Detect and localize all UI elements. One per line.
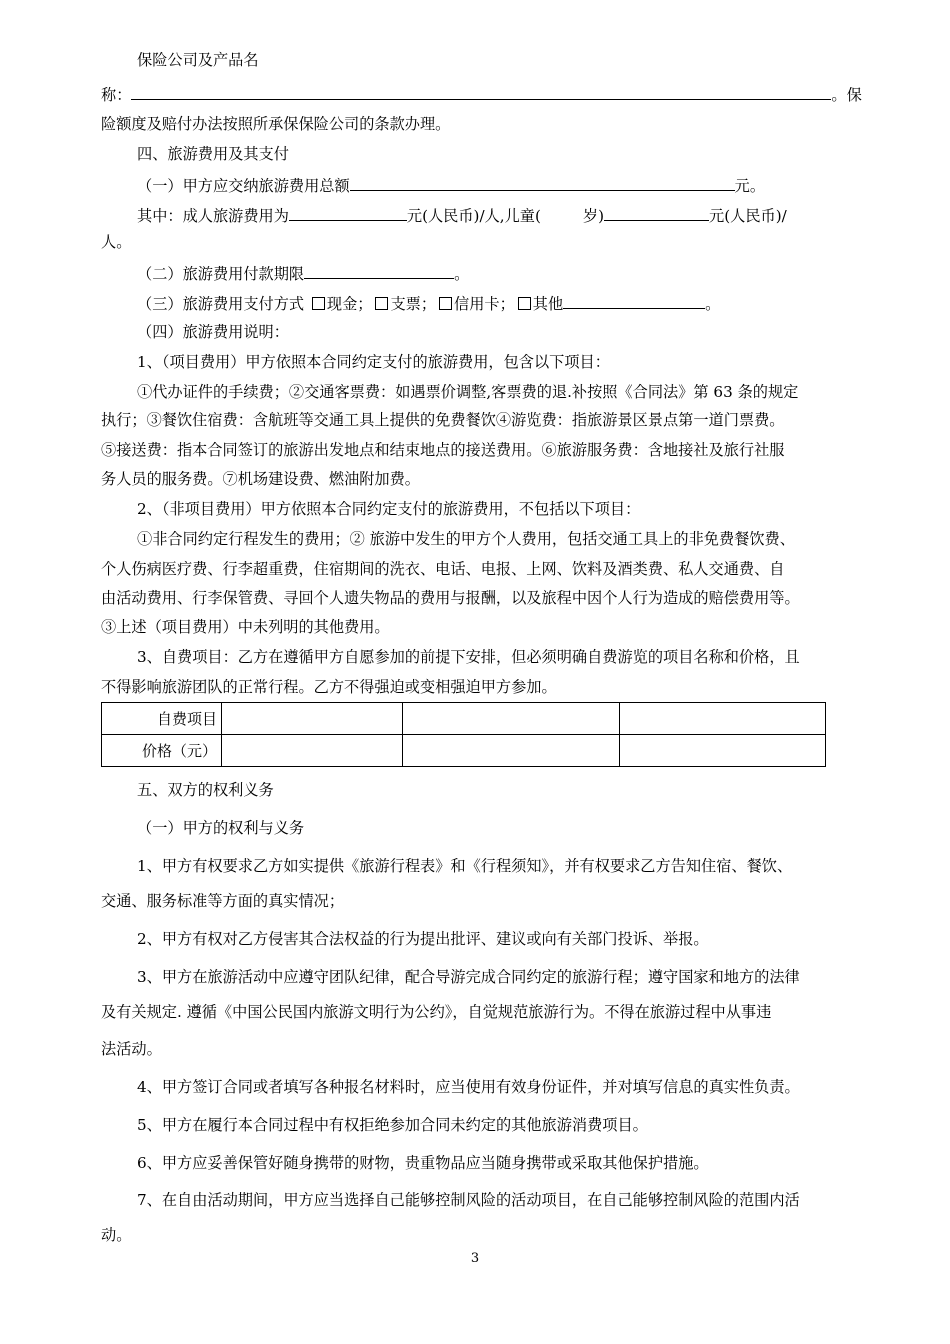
included-items-intro: 1、（项目费用）甲方依照本合同约定支付的旅游费用，包含以下项目：	[137, 353, 610, 371]
right2: 2、甲方有权对乙方侵害其合法权益的行为提出批评、建议或向有关部门投诉、举报。	[137, 930, 709, 948]
included-items-line3: ⑤接送费：指本合同签订的旅游出发地点和结束地点的接送费用。⑥旅游服务费：含地接社及旅行社服	[101, 441, 785, 459]
included-items-line1: ①代办证件的手续费；②交通客票费：如遇票价调整,客票费的退.补按照《合同法》第 63 条的规定	[137, 383, 799, 401]
excluded-items-line4: ③上述（项目费用）中未列明的其他费用。	[101, 618, 390, 636]
page-number: 3	[470, 1251, 480, 1266]
excluded-items-intro: 2、（非项目费用）甲方依照本合同约定支付的旅游费用，不包括以下项目：	[137, 500, 641, 518]
optional-item-cell[interactable]	[222, 703, 403, 735]
price-label: 价格（元）	[102, 735, 222, 767]
cash-label: 现金；	[326, 295, 373, 313]
price-cell[interactable]	[403, 735, 620, 767]
cash-checkbox[interactable]	[312, 297, 325, 310]
insurance-name-line	[101, 83, 862, 105]
child-fee-blank[interactable]	[604, 204, 709, 221]
optional-item-cell[interactable]	[620, 703, 826, 735]
adult-fee-blank[interactable]	[289, 204, 407, 221]
total-fee-line	[137, 174, 765, 196]
right4: 4、甲方签订合同或者填写各种报名材料时，应当使用有效身份证件，并对填写信息的真实性负责。	[137, 1078, 800, 1096]
included-items-line4: 务人员的服务费。⑦机场建设费、燃油附加费。	[101, 470, 420, 488]
payment-deadline-end: 。	[454, 265, 470, 283]
right3-line2: 及有关规定. 遵循《中国公民国内旅游文明行为公约》，自觉规范旅游行为。不得在旅游过程中从事违	[101, 1003, 772, 1021]
total-fee-blank[interactable]	[350, 174, 735, 191]
other-method-blank[interactable]	[563, 292, 705, 309]
excluded-items-line1: ①非合同约定行程发生的费用；② 旅游中发生的甲方个人费用，包括交通工具上的非免费餐饮费、	[137, 530, 795, 548]
other-checkbox[interactable]	[518, 297, 531, 310]
section4-heading: 四、旅游费用及其支付	[137, 145, 289, 163]
excluded-items-line3: 由活动费用、行李保管费、寻回个人遗失物品的费用与报酬，以及旅程中因个人行为造成的赔偿费用等。	[101, 589, 800, 607]
optional-item-label: 自费项目	[102, 703, 222, 735]
right3-line3: 法活动。	[101, 1040, 162, 1058]
right5: 5、甲方在履行本合同过程中有权拒绝参加合同未约定的其他旅游消费项目。	[137, 1116, 648, 1134]
child-fee-label: 元(人民币)/人,儿童(	[406, 207, 541, 225]
party-a-heading: （一）甲方的权利与义务	[137, 819, 305, 837]
total-fee-unit: 元。	[734, 177, 765, 195]
right7-line2: 动。	[101, 1226, 132, 1244]
excluded-items-line2: 个人伤病医疗费、行李超重费，住宿期间的洗衣、电话、电报、上网、饮料及酒类费、私人交通费、自	[101, 560, 785, 578]
payment-method-line	[137, 292, 720, 314]
section5-heading: 五、双方的权利义务	[137, 781, 274, 799]
included-items-line2: 执行；③餐饮住宿费：含航班等交通工具上提供的免费餐饮④游览费：指旅游景区景点第一道门票费。	[101, 411, 785, 429]
adult-fee-label: 其中：成人旅游费用为	[137, 207, 289, 225]
right1-line2: 交通、服务标准等方面的真实情况；	[101, 892, 344, 910]
credit-card-checkbox[interactable]	[439, 297, 452, 310]
right7-line1: 7、在自由活动期间，甲方应当选择自己能够控制风险的活动项目，在自己能够控制风险的范围内活	[137, 1191, 800, 1209]
right3-line1: 3、甲方在旅游活动中应遵守团队纪律，配合导游完成合同约定的旅游行程；遵守国家和地方的法律	[137, 968, 800, 986]
insurance-company-label: 保险公司及产品名	[137, 51, 259, 69]
check-label: 支票；	[390, 295, 437, 313]
child-fee-unit: 元(人民币)/	[709, 207, 787, 225]
optional-items-table	[101, 702, 826, 767]
other-label: 其他	[532, 295, 564, 313]
optional-item-cell[interactable]	[403, 703, 620, 735]
payment-method-label: （三）旅游费用支付方式	[137, 295, 305, 313]
optional-items-line1: 3、自费项目：乙方在遵循甲方自愿参加的前提下安排，但必须明确自费游览的项目名称和价格，且	[137, 648, 800, 666]
insurance-name-blank[interactable]	[131, 83, 831, 100]
payment-method-end: 。	[705, 295, 721, 313]
table-row	[102, 703, 826, 735]
table-row	[102, 735, 826, 767]
price-cell[interactable]	[222, 735, 403, 767]
price-cell[interactable]	[620, 735, 826, 767]
insurance-name-end: 。保	[831, 86, 862, 104]
right6: 6、甲方应妥善保管好随身携带的财物，贵重物品应当随身携带或采取其他保护措施。	[137, 1154, 709, 1172]
fee-breakdown-cont: 人。	[101, 233, 132, 251]
insurance-cont: 险额度及赔付办法按照所承保保险公司的条款办理。	[101, 115, 451, 133]
credit-card-label: 信用卡；	[454, 295, 515, 313]
check-checkbox[interactable]	[375, 297, 388, 310]
fee-breakdown-line	[137, 204, 787, 226]
insurance-name-label: 称：	[101, 86, 132, 104]
optional-items-line2: 不得影响旅游团队的正常行程。乙方不得强迫或变相强迫甲方参加。	[101, 678, 557, 696]
payment-deadline-line	[137, 262, 469, 284]
total-fee-label: （一）甲方应交纳旅游费用总额	[137, 177, 350, 195]
child-age-label: 岁)	[582, 207, 605, 225]
fee-explanation-heading: （四）旅游费用说明：	[137, 323, 289, 341]
payment-deadline-blank[interactable]	[304, 262, 454, 279]
right1-line1: 1、甲方有权要求乙方如实提供《旅游行程表》和《行程须知》，并有权要求乙方告知住宿、餐饮、	[137, 857, 793, 875]
payment-deadline-label: （二）旅游费用付款期限	[137, 265, 305, 283]
